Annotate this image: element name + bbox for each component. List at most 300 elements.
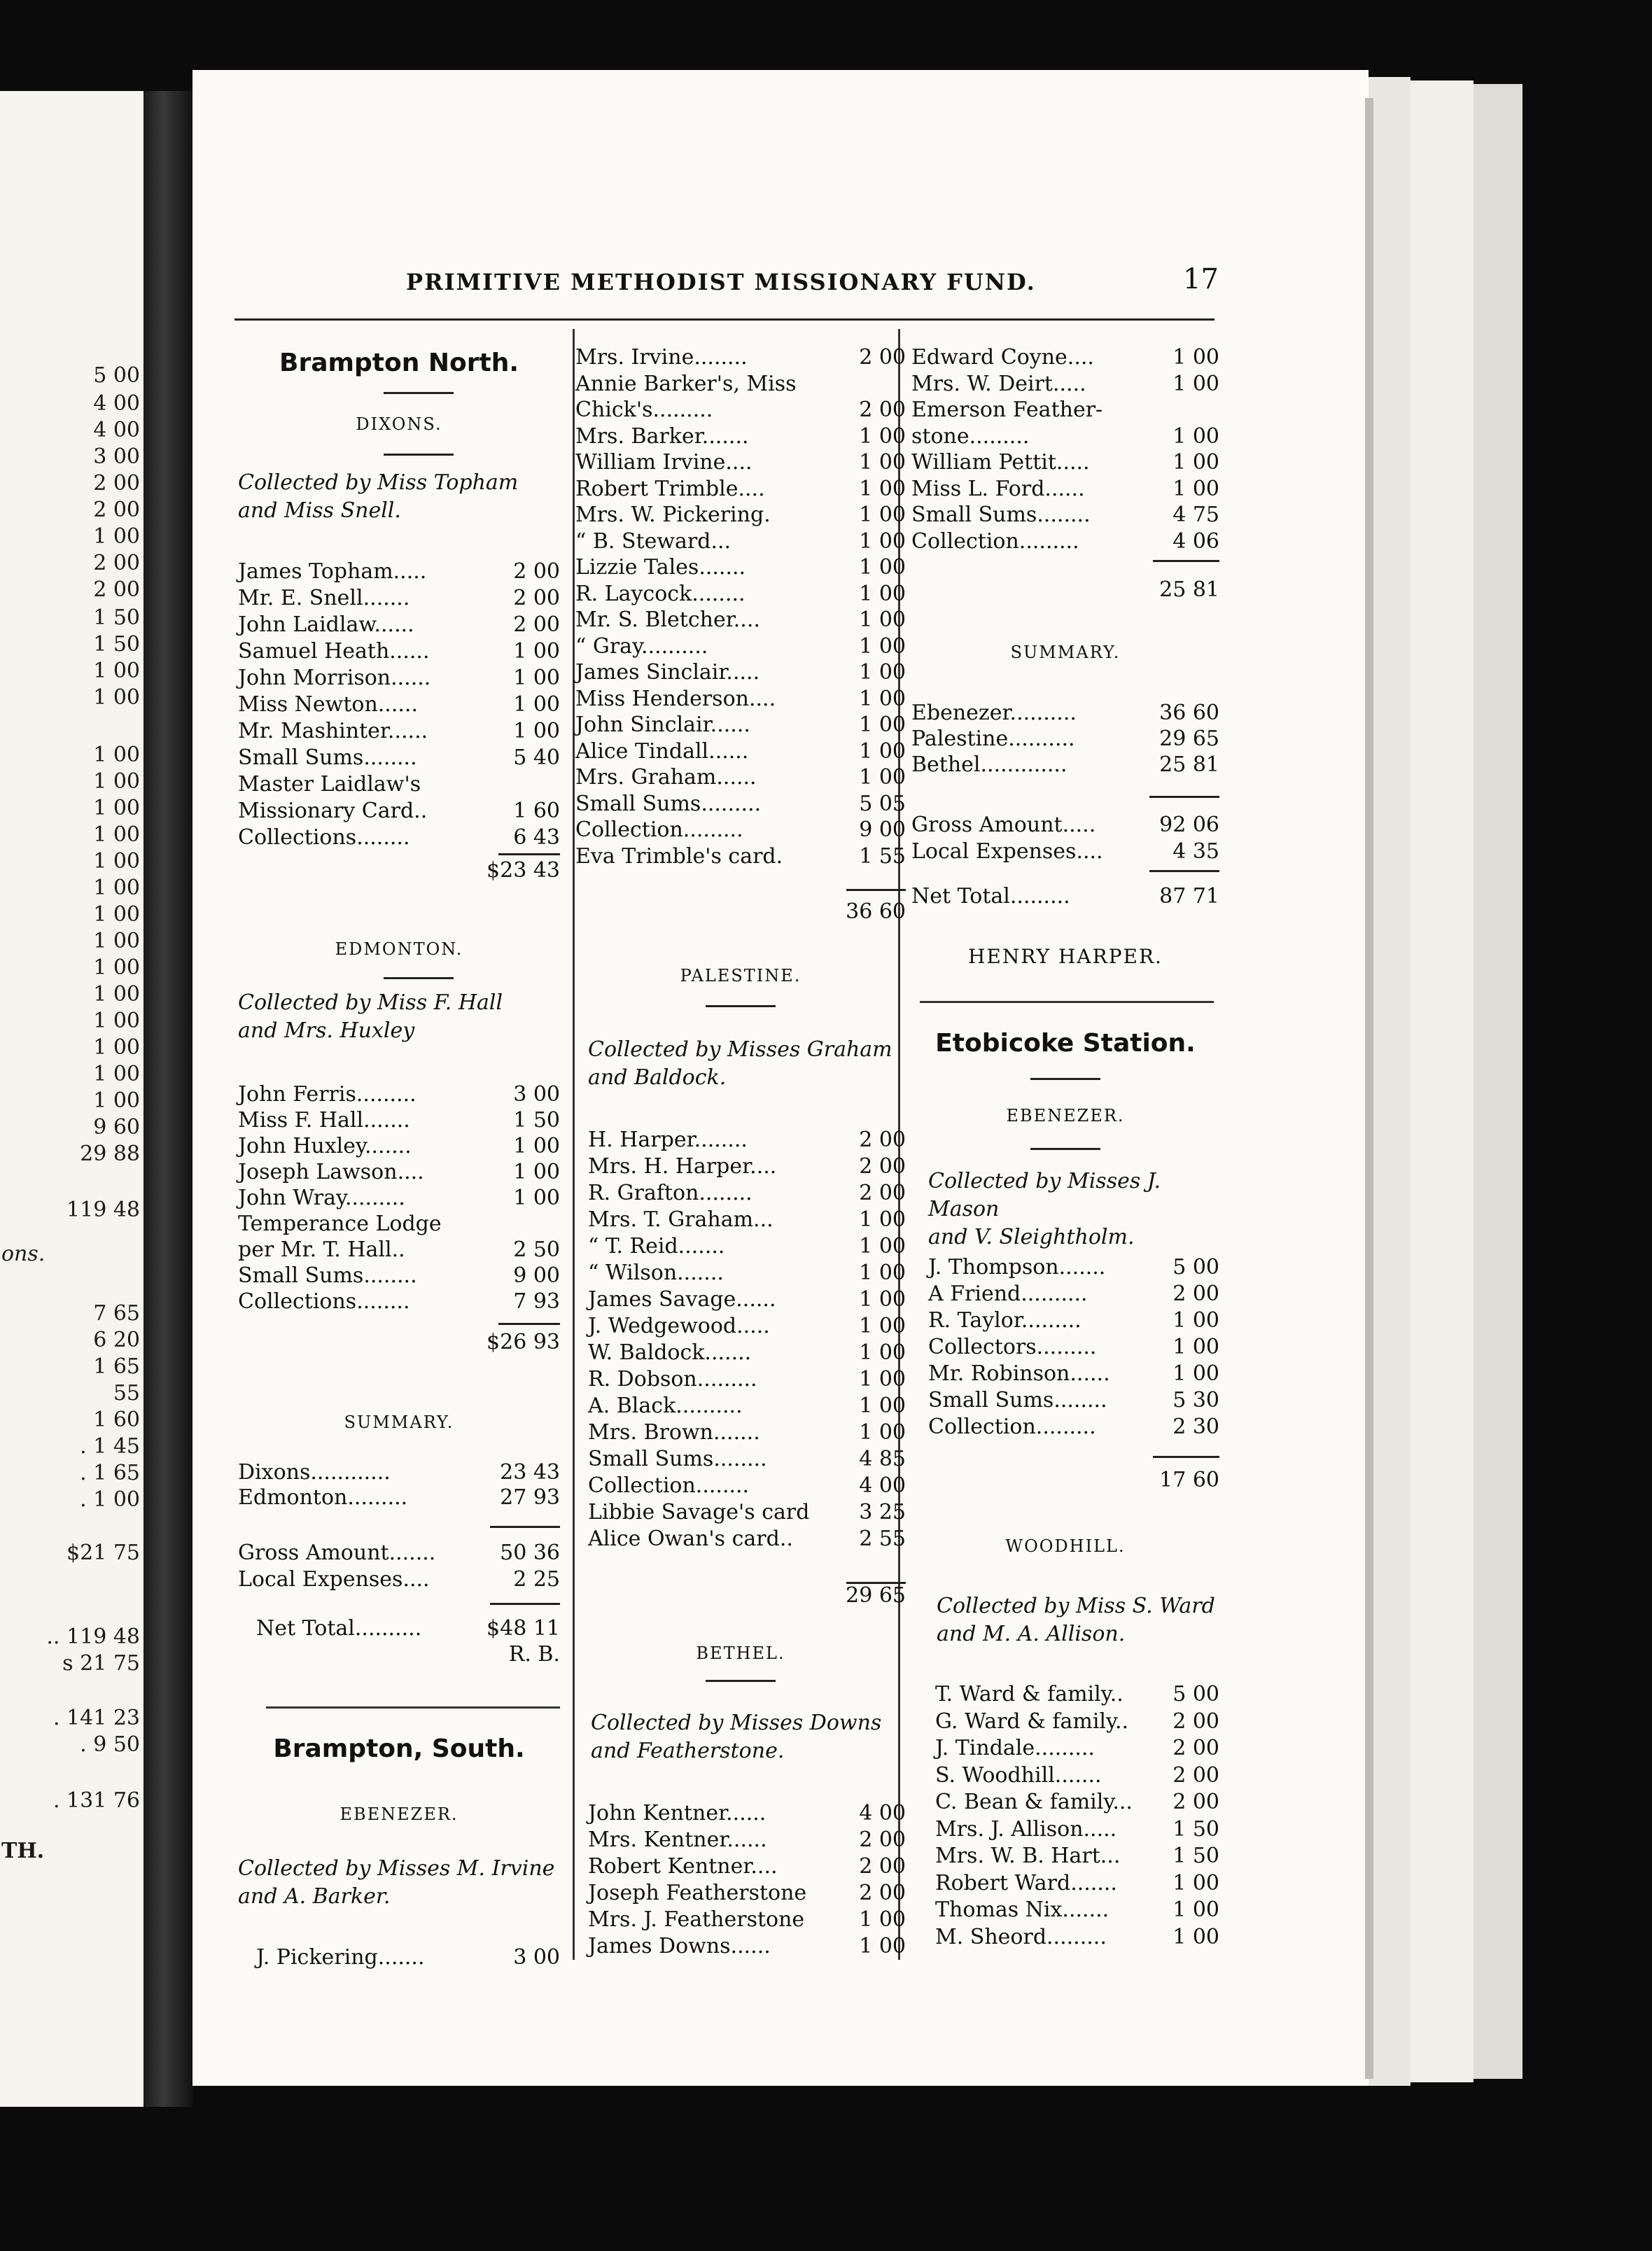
section-total: 29 65 (846, 1583, 906, 1608)
donation-amount: 1 00 (859, 476, 906, 501)
entry-row (575, 397, 906, 423)
section-rule (920, 1001, 1214, 1003)
donor-name: Mrs. Brown....... (588, 1420, 760, 1445)
entry-row (238, 1237, 560, 1263)
donor-name: Alice Tindall...... (575, 738, 749, 764)
donation-amount: 2 00 (859, 1854, 906, 1879)
short-rule (384, 454, 454, 456)
donor-name: Emerson Feather- (911, 398, 1103, 422)
donor-name: “ Gray.......... (575, 633, 708, 659)
section-total: 17 60 (1159, 1468, 1219, 1492)
entry-row (588, 1233, 906, 1260)
facing-page-amount: 1 00 (93, 1009, 140, 1033)
subsection-label: EBENEZER. (340, 1804, 458, 1824)
facing-page-amount: 4 00 (93, 391, 140, 416)
donor-name: Ebenezer.......... (911, 701, 1077, 725)
donor-name: James Topham..... (238, 559, 427, 584)
donation-amount: 2 00 (859, 345, 906, 370)
section-total: $26 93 (486, 1330, 560, 1354)
entry-row (575, 528, 906, 555)
entry-row (238, 1263, 560, 1289)
donor-name: Missionary Card.. (238, 799, 428, 823)
collected-by: Collected by Miss F. Hall and Mrs. Huxley (238, 990, 503, 1043)
donation-amount: 1 00 (859, 686, 906, 711)
donation-amount: 1 00 (1172, 1924, 1219, 1949)
donation-amount: 1 00 (859, 633, 906, 659)
donation-amount: 2 55 (859, 1527, 906, 1551)
entry-row (575, 633, 906, 660)
section-total: $23 43 (486, 858, 560, 883)
donation-amount: 1 00 (859, 660, 906, 685)
entry-row (928, 1414, 1219, 1440)
donor-name: Small Sums........ (928, 1388, 1107, 1412)
donation-amount: 1 00 (1172, 1308, 1219, 1333)
donation-amount: 1 55 (859, 843, 906, 869)
donation-amount: 1 00 (859, 1367, 906, 1391)
donor-name: R. Grafton........ (588, 1181, 752, 1205)
facing-page-amount: . 1 65 (80, 1461, 140, 1485)
donation-amount: 1 00 (859, 1287, 906, 1312)
net-total-label: Net Total......... (911, 884, 1070, 909)
facing-page-amount: 6 20 (93, 1328, 140, 1352)
entry-row (935, 1735, 1219, 1762)
facing-page-amount: 2 00 (93, 577, 140, 602)
donor-name: Temperance Lodge (238, 1212, 442, 1236)
donor-name: Mr. Mashinter...... (238, 719, 428, 743)
donation-amount: 2 00 (859, 1128, 906, 1152)
donor-name: John Wray......... (238, 1186, 405, 1210)
facing-page-amount: 2 00 (93, 551, 140, 575)
entry-row (588, 1526, 906, 1552)
entry-row (575, 686, 906, 713)
donor-name: Master Laidlaw's (238, 772, 421, 797)
entry-row (928, 1307, 1219, 1334)
donation-amount: 2 00 (1172, 1762, 1219, 1788)
donor-name: Small Sums......... (575, 791, 762, 816)
entry-row (911, 502, 1219, 528)
entry-row (575, 764, 906, 791)
donor-name: Collections........ (238, 1289, 410, 1314)
entry-row (588, 1340, 906, 1366)
entry-row (588, 1180, 906, 1207)
entry-row (588, 1853, 906, 1880)
facing-page-amount: 1 00 (93, 769, 140, 794)
facing-page-amount: 1 00 (93, 524, 140, 549)
donation-amount: 5 40 (513, 745, 560, 770)
donation-amount: 3 25 (859, 1500, 906, 1524)
facing-page-amount: 1 65 (93, 1354, 140, 1379)
collected-by: Collected by Misses M. Irvine and A. Barker. (238, 1856, 555, 1909)
short-rule (384, 392, 454, 394)
page-edge (1368, 77, 1410, 2086)
donor-name: Edmonton......... (238, 1485, 408, 1510)
donation-amount: 1 00 (513, 719, 560, 743)
donation-amount: 1 00 (1172, 1898, 1219, 1922)
facing-page-amount: . 1 45 (80, 1434, 140, 1459)
sum-rule (846, 889, 906, 891)
facing-page-amount: 1 00 (93, 685, 140, 710)
donor-name: Edward Coyne.... (911, 345, 1094, 370)
entry-row (238, 745, 560, 771)
entry-row (928, 1334, 1219, 1361)
donation-amount: 1 00 (859, 1420, 906, 1445)
entry-row (935, 1924, 1219, 1951)
donor-name: A. Black.......... (588, 1394, 743, 1418)
entry-row (588, 1153, 906, 1180)
entry-row (935, 1897, 1219, 1923)
entry-row (935, 1709, 1219, 1735)
donor-name: Mrs. Kentner...... (588, 1828, 767, 1852)
donation-amount: 1 50 (513, 1108, 560, 1132)
entry-row (238, 1159, 560, 1186)
donor-name: Robert Trimble.... (575, 476, 765, 501)
donor-name: Robert Kentner.... (588, 1854, 778, 1879)
donor-name: Small Sums........ (238, 745, 417, 770)
donor-name: James Sinclair..... (575, 660, 760, 685)
sum-rule (498, 1323, 560, 1325)
entry-row (238, 1081, 560, 1108)
donation-amount: 5 00 (1172, 1682, 1219, 1706)
facing-page-fragment: ons. (1, 1242, 46, 1266)
donor-name: Mr. Robinson...... (928, 1361, 1110, 1386)
donation-amount: 2 00 (1172, 1282, 1219, 1306)
donor-name: Eva Trimble's card. (575, 843, 783, 869)
sum-rule (1149, 870, 1219, 872)
entry-row (911, 423, 1219, 450)
entry-row (935, 1681, 1219, 1708)
facing-page-amount: 1 60 (93, 1408, 140, 1432)
facing-page-amount: 1 00 (93, 822, 140, 847)
section-total: 25 81 (1159, 577, 1219, 602)
donation-amount: 2 00 (513, 612, 560, 637)
donor-name: H. Harper........ (588, 1128, 748, 1152)
donor-name: Mr. S. Bletcher.... (575, 608, 760, 632)
donor-name: Bethel............. (911, 752, 1068, 777)
donor-name: T. Ward & family.. (935, 1682, 1124, 1706)
entry-row (238, 1566, 560, 1593)
donation-amount: 4 85 (859, 1447, 906, 1471)
entry-row (238, 1540, 560, 1566)
facing-page-amount: 4 00 (93, 418, 140, 442)
column-3 (911, 329, 1219, 1967)
entry-row (256, 1944, 560, 1971)
donation-amount: 1 00 (859, 1907, 906, 1932)
facing-page-amount: 7 65 (93, 1301, 140, 1326)
entry-row (575, 344, 906, 371)
donor-name: Samuel Heath...... (238, 639, 430, 664)
entry-row (238, 1133, 560, 1160)
subsection-label: EBENEZER. (1006, 1106, 1125, 1126)
net-total-row (911, 883, 1219, 910)
entry-row (575, 659, 906, 686)
entry-row (238, 771, 560, 798)
facing-page-amount: 1 00 (93, 659, 140, 683)
facing-page-amount: 9 60 (93, 1115, 140, 1139)
donor-name: Mrs. T. Graham... (588, 1207, 774, 1232)
donor-name: Robert Ward....... (935, 1870, 1117, 1895)
entry-row (588, 1313, 906, 1340)
facing-page-amount: 1 00 (93, 982, 140, 1007)
donation-amount: 1 00 (513, 1160, 560, 1184)
donation-amount: 2 00 (1172, 1736, 1219, 1760)
facing-page-amount: 1 00 (93, 1062, 140, 1086)
short-rule (1030, 1078, 1100, 1080)
donor-name: Collection......... (911, 528, 1079, 554)
entry-row (588, 1393, 906, 1419)
entry-row (928, 1254, 1219, 1281)
donor-name: Joseph Featherstone (588, 1881, 807, 1905)
entry-row (238, 692, 560, 718)
net-total-amount: 87 71 (1159, 884, 1219, 909)
entry-row (935, 1816, 1219, 1843)
entry-row (588, 1933, 906, 1960)
entry-row (588, 1260, 906, 1286)
donor-name: Mrs. Barker....... (575, 423, 749, 449)
facing-page-amount: . 141 23 (52, 1706, 140, 1730)
facing-page-amount: 1 00 (93, 929, 140, 953)
donor-name: “ B. Steward... (575, 528, 732, 554)
donor-name: Lizzie Tales....... (575, 555, 746, 580)
donation-amount: 3 00 (513, 1082, 560, 1107)
facing-page-amount: 1 00 (93, 902, 140, 927)
donor-name: Dixons............ (238, 1460, 391, 1485)
initials: R. B. (508, 1642, 560, 1667)
entry-row (575, 502, 906, 528)
donor-name: John Kentner...... (588, 1801, 766, 1825)
donation-amount: 1 00 (1172, 1335, 1219, 1359)
donor-name: J. Wedgewood..... (588, 1314, 770, 1338)
entry-row (575, 476, 906, 503)
donation-amount: 5 30 (1172, 1388, 1219, 1412)
donation-amount: 1 00 (859, 555, 906, 580)
header-rule (234, 318, 1214, 321)
entry-row (575, 371, 906, 398)
entry-row (238, 1107, 560, 1134)
entry-row (238, 1459, 560, 1486)
donor-name: M. Sheord......... (935, 1924, 1107, 1949)
facing-page-amount: 2 00 (93, 498, 140, 522)
donor-name: Collection......... (928, 1415, 1096, 1439)
collected-by: Collected by Miss S. Ward and M. A. Allison. (937, 1594, 1215, 1646)
entry-row (238, 559, 560, 585)
short-rule (384, 977, 454, 979)
page-title: PRIMITIVE METHODIST MISSIONARY FUND. (406, 269, 1036, 295)
donation-amount: 1 00 (513, 639, 560, 664)
short-rule (706, 1005, 776, 1007)
page-edge (1410, 80, 1474, 2082)
donation-amount: 1 00 (859, 1234, 906, 1258)
entry-row (238, 1185, 560, 1212)
entry-row (588, 1907, 906, 1933)
entry-row (588, 1880, 906, 1907)
short-rule (706, 1680, 776, 1682)
donation-amount: 1 00 (1172, 1361, 1219, 1386)
donor-name: Small Sums........ (238, 1263, 417, 1288)
net-total-amount: $48 11 (486, 1616, 560, 1641)
donor-name: John Ferris......... (238, 1082, 416, 1107)
entry-row (928, 1387, 1219, 1414)
subsection-label: EDMONTON. (335, 939, 463, 959)
facing-page-amount: 2 00 (93, 471, 140, 496)
facing-page-amount: 3 00 (93, 444, 140, 469)
donation-amount: 1 00 (1172, 450, 1219, 475)
donation-amount: 36 60 (1159, 701, 1219, 725)
entry-row (588, 1800, 906, 1827)
entry-row (588, 1366, 906, 1393)
donor-name: Miss Henderson.... (575, 686, 776, 711)
donor-name: Mrs. W. B. Hart... (935, 1844, 1121, 1868)
column-2 (575, 329, 906, 1967)
donation-amount: 1 00 (859, 503, 906, 527)
collected-by: Collected by Miss Topham and Miss Snell. (238, 470, 519, 523)
entry-row (575, 791, 906, 818)
entry-row (911, 344, 1219, 371)
donation-amount: 4 35 (1172, 839, 1219, 864)
donor-name: R. Laycock........ (575, 581, 746, 606)
donor-name: Mrs. J. Allison..... (935, 1816, 1117, 1842)
section-heading: Brampton North. (279, 349, 519, 377)
donation-amount: 1 00 (859, 528, 906, 554)
facing-page-fragment: TH. (1, 1839, 45, 1863)
donation-amount: 1 00 (859, 581, 906, 606)
donor-name: Palestine.......... (911, 727, 1075, 751)
donation-amount: 2 00 (859, 1154, 906, 1179)
donor-name: Small Sums........ (911, 503, 1091, 527)
donor-name: Miss Newton...... (238, 692, 418, 717)
facing-page-amount: 1 00 (93, 955, 140, 980)
donor-name: Local Expenses.... (911, 839, 1103, 864)
facing-page-amount: 1 50 (93, 605, 140, 630)
donation-amount: 5 00 (1172, 1255, 1219, 1279)
sum-rule (1153, 1456, 1219, 1458)
donation-amount: 1 00 (513, 1186, 560, 1210)
donation-amount: 3 00 (513, 1945, 560, 1970)
donor-name: Miss F. Hall....... (238, 1108, 410, 1132)
donor-name: J. Thompson....... (928, 1255, 1106, 1279)
donor-name: William Irvine.... (575, 450, 752, 475)
donation-amount: 4 00 (859, 1473, 906, 1498)
donor-name: Alice Owan's card.. (588, 1527, 793, 1551)
donation-amount: 6 43 (513, 825, 560, 850)
facing-page-amount: 119 48 (66, 1198, 140, 1222)
entry-row (588, 1499, 906, 1526)
donor-name: Mrs. H. Harper.... (588, 1154, 777, 1179)
facing-page-amount: 1 00 (93, 1035, 140, 1060)
page-edge (1474, 84, 1522, 2079)
entry-row (911, 839, 1219, 865)
donor-name: Collection......... (575, 818, 743, 842)
net-total-label: Net Total.......... (256, 1616, 422, 1641)
facing-page-amount: 29 88 (80, 1142, 140, 1166)
donation-amount: 4 06 (1172, 528, 1219, 554)
entry-row (935, 1789, 1219, 1816)
entry-row (238, 585, 560, 612)
entry-row (935, 1762, 1219, 1789)
donation-amount: 1 00 (859, 608, 906, 632)
donation-amount: 9 00 (859, 818, 906, 842)
donor-name: R. Taylor......... (928, 1308, 1082, 1333)
section-heading: Brampton, South. (273, 1734, 525, 1763)
subsection-label: DIXONS. (356, 414, 442, 434)
facing-page-amount: 5 00 (93, 363, 140, 388)
donor-name: Gross Amount....... (238, 1541, 436, 1565)
facing-page-amount: 55 (113, 1381, 140, 1405)
donation-amount: 1 50 (1172, 1816, 1219, 1842)
donor-name: R. Dobson......... (588, 1367, 757, 1391)
donor-name: Collections........ (238, 825, 410, 850)
donation-amount: 25 81 (1159, 752, 1219, 777)
donation-amount: 2 00 (513, 586, 560, 610)
entry-row (588, 1286, 906, 1313)
donor-name: Mrs. Graham...... (575, 765, 757, 790)
entry-row (575, 423, 906, 450)
facing-page-amount: . 9 50 (80, 1732, 140, 1757)
entry-row (911, 752, 1219, 778)
donation-amount: 1 00 (513, 666, 560, 690)
donation-amount: 1 00 (859, 738, 906, 764)
donor-name: Mrs. Irvine........ (575, 345, 748, 370)
entry-row (911, 700, 1219, 727)
donation-amount: 27 93 (500, 1485, 560, 1510)
facing-page-amount: 1 00 (93, 1088, 140, 1113)
donation-amount: 1 00 (859, 713, 906, 737)
donor-name: A Friend.......... (928, 1282, 1088, 1306)
entry-row (911, 726, 1219, 752)
donor-name: G. Ward & family.. (935, 1709, 1129, 1734)
donation-amount: 23 43 (500, 1460, 560, 1485)
entry-row (588, 1473, 906, 1499)
donation-amount: 1 00 (859, 1314, 906, 1338)
net-total-row (238, 1615, 560, 1642)
collected-by: Collected by Misses Graham and Baldock. (588, 1037, 892, 1090)
donation-amount: 1 00 (859, 1207, 906, 1232)
donor-name: Small Sums........ (588, 1447, 767, 1471)
donor-name: “ T. Reid....... (588, 1234, 725, 1258)
entry-row (238, 612, 560, 638)
facing-page-amount: s 21 75 (62, 1651, 140, 1676)
donation-amount: 1 00 (859, 423, 906, 449)
collected-by: Collected by Misses J. Mason and V. Sleightholm. (928, 1169, 1161, 1249)
subsection-label: PALESTINE. (680, 966, 802, 986)
page-edge-shadow (1365, 98, 1373, 2079)
donor-name: James Savage...... (588, 1287, 776, 1312)
donation-amount: 1 00 (513, 692, 560, 717)
donation-amount: 1 00 (1172, 423, 1219, 449)
entry-row (575, 449, 906, 476)
section-total: 36 60 (846, 899, 906, 924)
donation-amount: 1 00 (859, 1261, 906, 1285)
facing-page-amount: .. 119 48 (46, 1625, 140, 1649)
donation-amount: 1 00 (1172, 476, 1219, 501)
entry-row (575, 581, 906, 608)
donor-name: Mr. E. Snell....... (238, 586, 410, 610)
entry-row (575, 607, 906, 633)
donation-amount: 1 00 (1172, 1870, 1219, 1895)
facing-page-amount: 1 00 (93, 876, 140, 900)
donation-amount: 4 75 (1172, 503, 1219, 527)
facing-page-amount: 1 50 (93, 632, 140, 657)
entry-row (575, 738, 906, 765)
donation-amount: 9 00 (513, 1263, 560, 1288)
subsection-label: SUMMARY. (1010, 643, 1121, 662)
entry-row (575, 554, 906, 581)
donor-name: Miss L. Ford...... (911, 476, 1085, 501)
entry-row (575, 712, 906, 738)
facing-page-amount: 1 00 (93, 796, 140, 820)
donation-amount: 1 60 (513, 799, 560, 823)
entry-row (238, 1289, 560, 1315)
donor-name: James Downs...... (588, 1934, 771, 1958)
